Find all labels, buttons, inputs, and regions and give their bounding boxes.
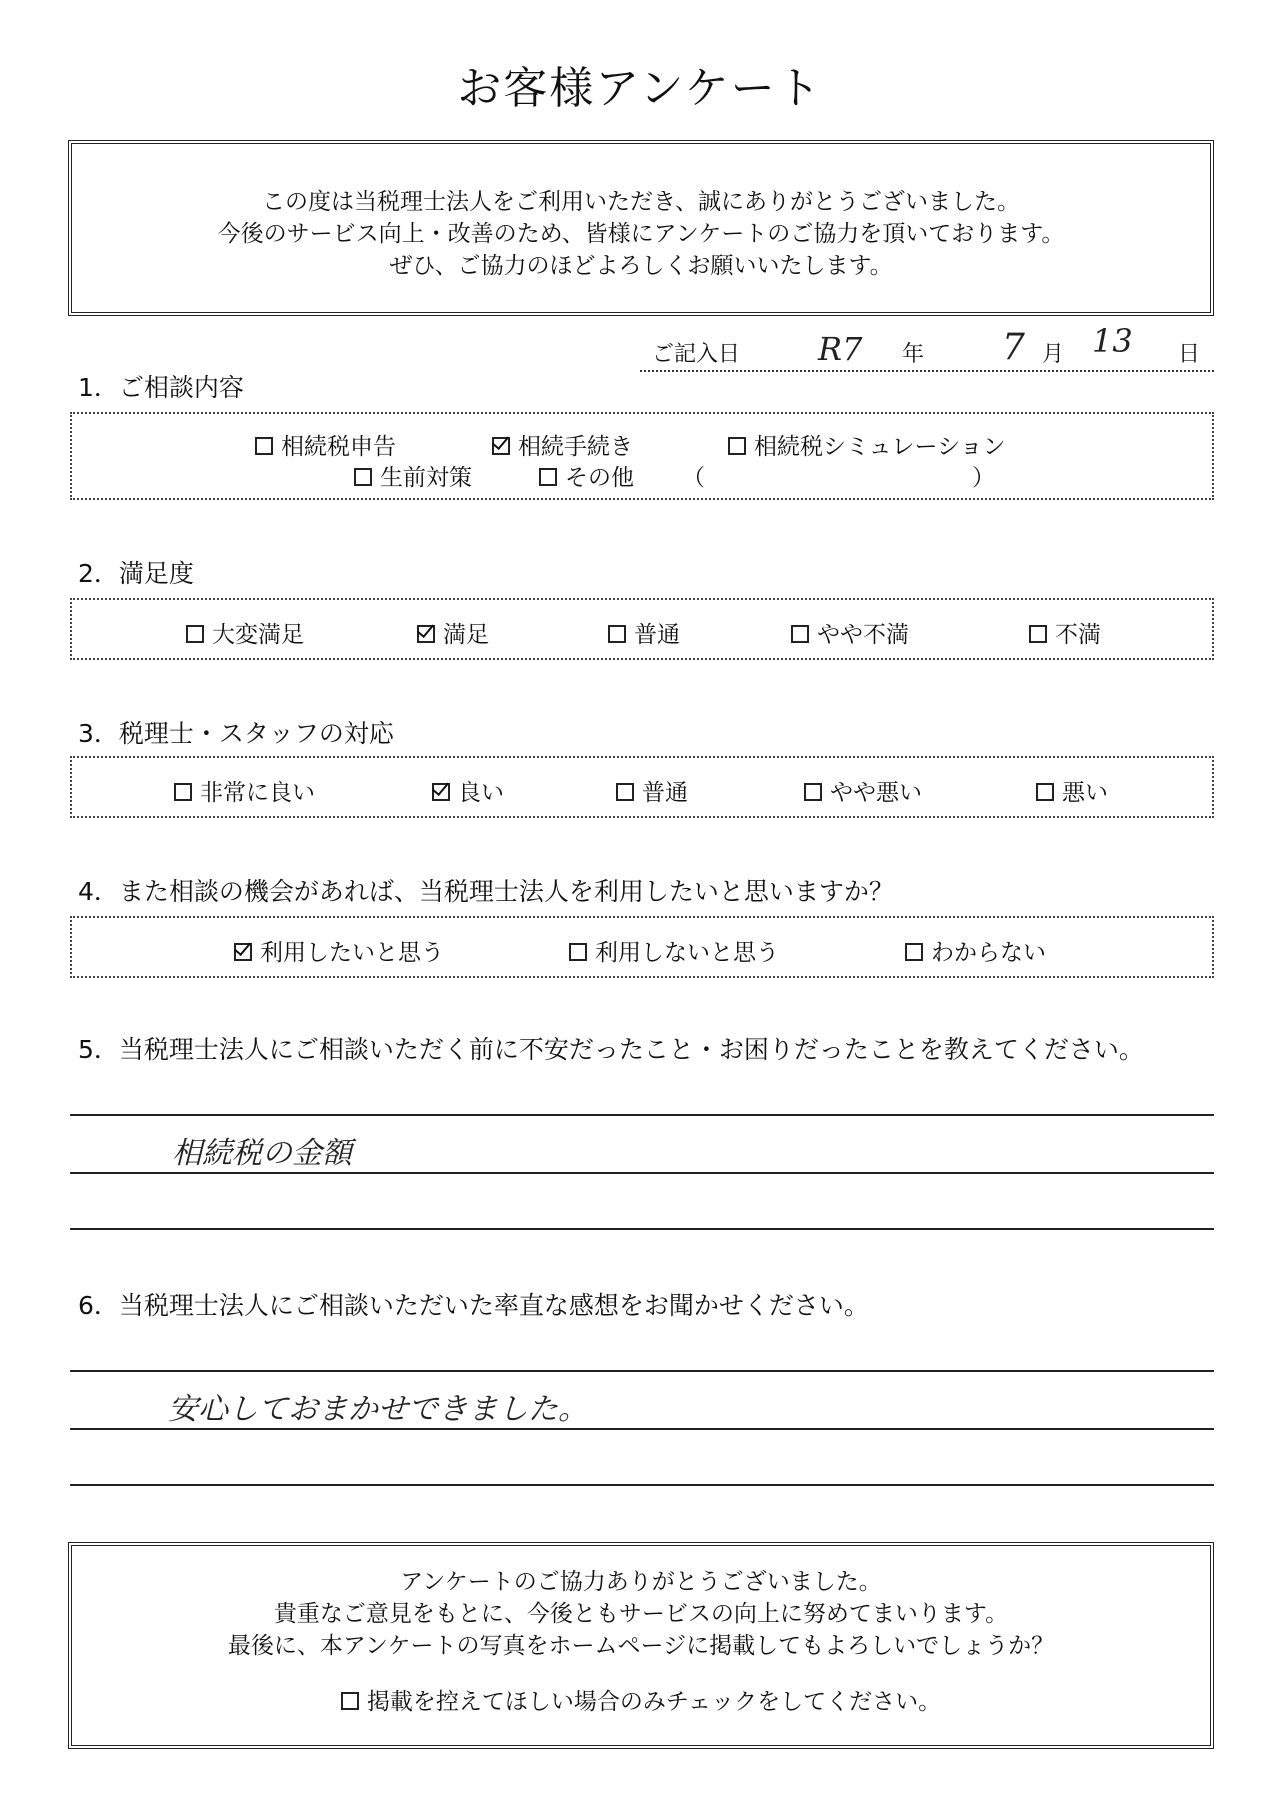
q4-option[interactable]: 利用したいと思う <box>234 934 444 967</box>
date-month-unit: 月 <box>1042 342 1065 367</box>
checkbox-icon[interactable] <box>354 468 372 486</box>
q3-options-box <box>70 756 1214 818</box>
entry-date-row <box>640 322 1214 372</box>
date-day-unit: 日 <box>1178 342 1201 367</box>
q2-option[interactable]: やや不満 <box>791 616 909 649</box>
checkbox-icon[interactable] <box>539 468 557 486</box>
outro-line-1: アンケートのご協力ありがとうございました。 <box>400 1569 882 1595</box>
answer-line <box>70 1484 1214 1486</box>
checked-checkbox-icon[interactable] <box>492 437 510 455</box>
q2-title: 2．満足度 <box>78 559 194 588</box>
q2-option[interactable]: 大変満足 <box>186 616 304 649</box>
q5-answer[interactable]: 相続税の金額 <box>172 1136 352 1171</box>
other-paren-open: （ <box>682 465 705 491</box>
checkbox-icon[interactable] <box>616 783 634 801</box>
outro-line-3: 最後に、本アンケートの写真をホームページに掲載してもよろしいでしょうか？ <box>227 1633 1055 1659</box>
checkbox-icon[interactable] <box>905 943 923 961</box>
q2-option[interactable]: 満足 <box>417 616 489 649</box>
answer-line <box>70 1114 1214 1116</box>
date-label: ご記入日 <box>652 342 741 367</box>
q3-option[interactable]: 普通 <box>616 774 688 807</box>
q3-option[interactable]: やや悪い <box>804 774 922 807</box>
checkbox-icon[interactable] <box>608 625 626 643</box>
q4-options-box <box>70 916 1214 978</box>
page-title: お客様アンケート <box>457 63 823 114</box>
answer-line <box>70 1370 1214 1372</box>
checkbox-icon[interactable] <box>186 625 204 643</box>
q1-title: 1．ご相談内容 <box>78 373 244 402</box>
q2-option[interactable]: 不満 <box>1029 616 1101 649</box>
date-month-value[interactable]: 7 <box>1002 327 1025 368</box>
checkbox-icon[interactable] <box>255 437 273 455</box>
checkbox-icon[interactable] <box>791 625 809 643</box>
checkbox-icon[interactable] <box>1036 783 1054 801</box>
q6-answer[interactable]: 安心しておまかせできました。 <box>168 1392 588 1427</box>
date-year-value[interactable]: R7 <box>818 330 863 368</box>
outro-box <box>68 1542 1214 1749</box>
q6-title: 6．当税理士法人にご相談いただいた率直な感想をお聞かせください。 <box>78 1291 869 1320</box>
intro-line-1: この度は当税理士法人をご利用いただき、誠にありがとうございました。 <box>261 189 1021 215</box>
checkbox-icon[interactable] <box>728 437 746 455</box>
outro-line-2: 貴重なご意見をもとに、今後ともサービスの向上に努めてまいります。 <box>273 1601 1009 1627</box>
q3-title: 3．税理士・スタッフの対応 <box>78 719 394 748</box>
answer-line <box>70 1428 1214 1430</box>
checkbox-icon[interactable] <box>341 1692 359 1710</box>
checked-checkbox-icon[interactable] <box>432 783 450 801</box>
q3-option[interactable]: 非常に良い <box>174 774 315 807</box>
q1-option[interactable]: 相続税申告 <box>255 428 396 461</box>
checkbox-icon[interactable] <box>569 943 587 961</box>
publish-opt-out-option[interactable]: 掲載を控えてほしい場合のみチェックをしてください。 <box>72 1686 1210 1718</box>
q3-option[interactable]: 良い <box>432 774 504 807</box>
answer-line <box>70 1228 1214 1230</box>
q4-option[interactable]: 利用しないと思う <box>569 934 779 967</box>
intro-box <box>68 140 1214 316</box>
intro-line-2: 今後のサービス向上・改善のため、皆様にアンケートのご協力を頂いております。 <box>217 221 1065 247</box>
checked-checkbox-icon[interactable] <box>234 943 252 961</box>
q2-options-box <box>70 598 1214 660</box>
checkbox-icon[interactable] <box>174 783 192 801</box>
answer-line <box>70 1172 1214 1174</box>
checked-checkbox-icon[interactable] <box>417 625 435 643</box>
q3-option[interactable]: 悪い <box>1036 774 1108 807</box>
date-year-unit: 年 <box>902 342 925 367</box>
q1-options-box <box>70 412 1214 500</box>
q1-option[interactable]: 相続税シミュレーション <box>728 428 1006 461</box>
q1-option[interactable]: 生前対策 <box>354 459 472 492</box>
other-paren-close: ） <box>972 465 995 491</box>
q2-option[interactable]: 普通 <box>608 616 680 649</box>
checkbox-icon[interactable] <box>1029 625 1047 643</box>
q4-option[interactable]: わからない <box>905 934 1046 967</box>
checkbox-icon[interactable] <box>804 783 822 801</box>
q4-title: 4．また相談の機会があれば、当税理士法人を利用したいと思いますか？ <box>78 877 894 906</box>
q5-title: 5．当税理士法人にご相談いただく前に不安だったこと・お困りだったことを教えてください。 <box>78 1035 1144 1064</box>
q1-option[interactable]: 相続手続き <box>492 428 633 461</box>
date-day-value[interactable]: 13 <box>1092 322 1133 360</box>
q1-option[interactable]: その他 <box>539 459 634 492</box>
intro-line-3: ぜひ、ご協力のほどよろしくお願いいたします。 <box>389 253 893 279</box>
